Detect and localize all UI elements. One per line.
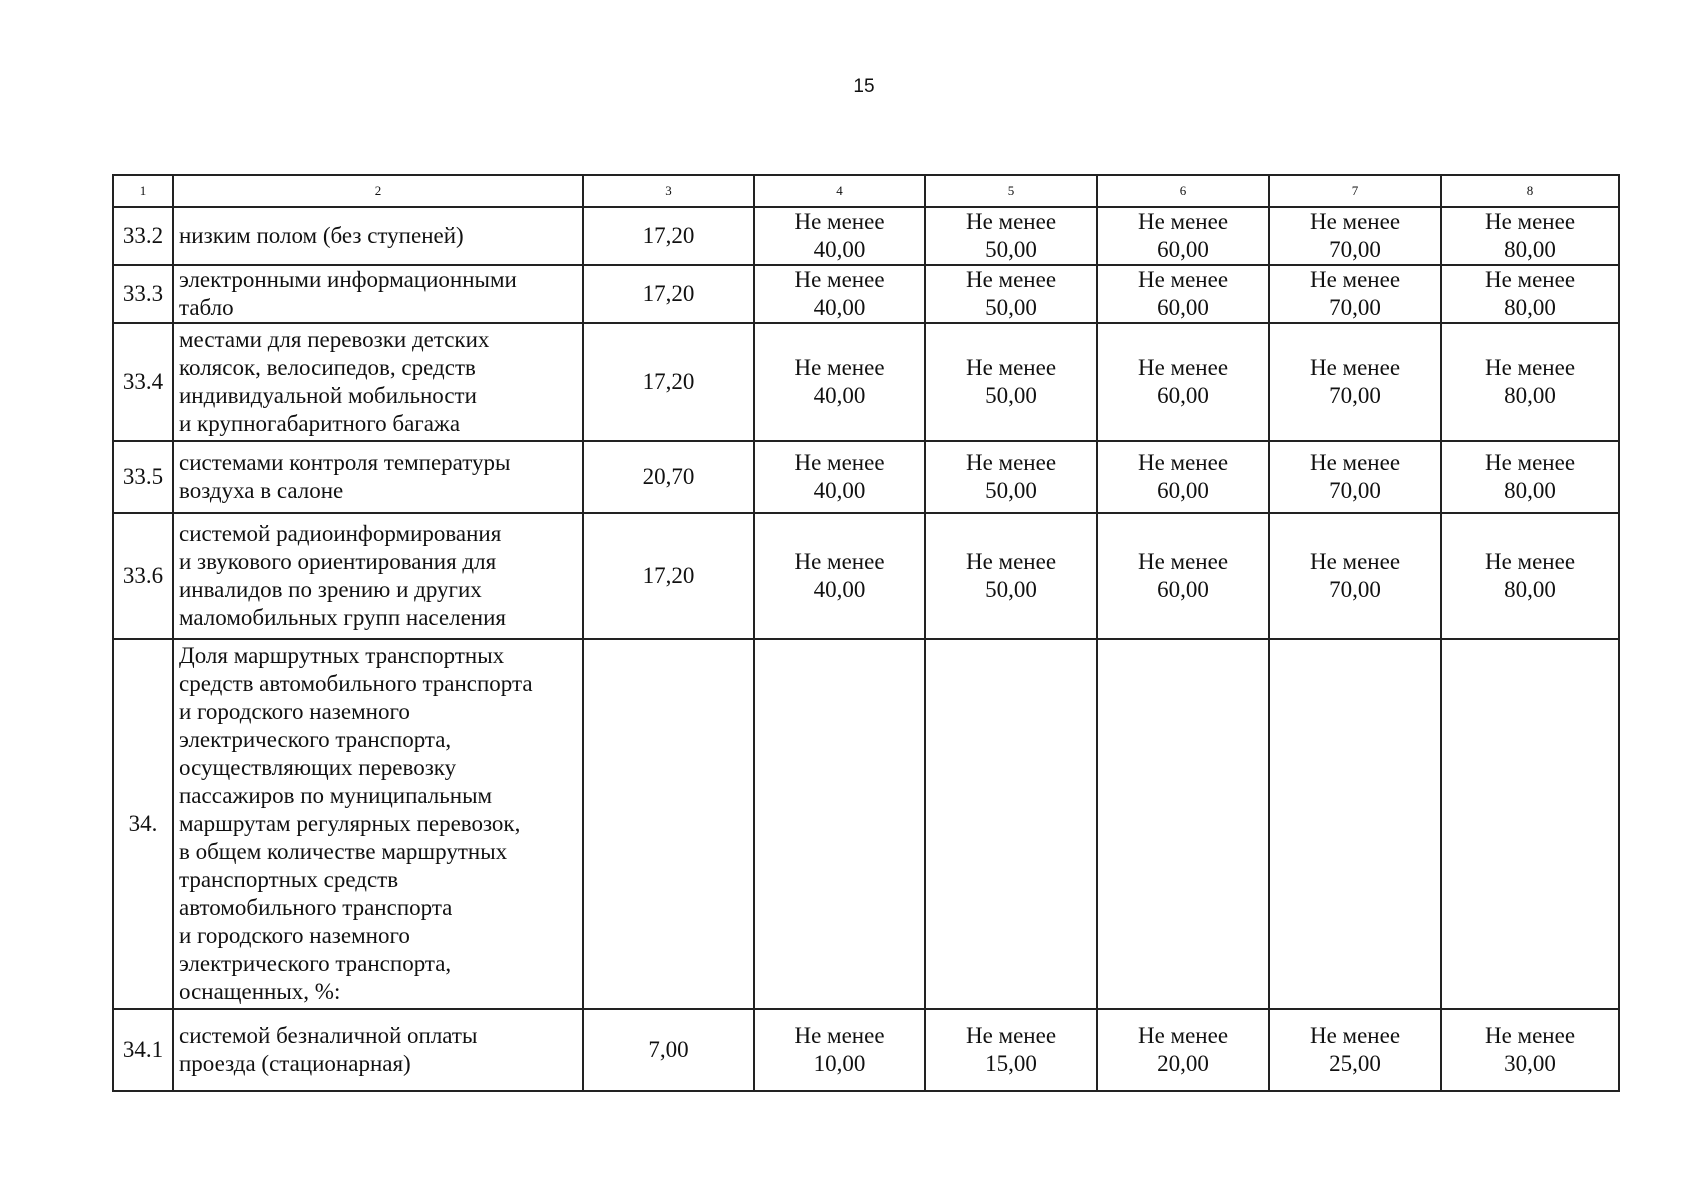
description-line: и городского наземного — [179, 923, 410, 948]
target-value-cell — [754, 265, 925, 323]
target-value-cell — [1441, 441, 1619, 513]
description-line: низким полом (без ступеней) — [179, 223, 464, 248]
description-line: маршрутам регулярных перевозок, — [179, 811, 521, 836]
target-value: 60,00 — [1157, 295, 1209, 320]
description-line: в общем количестве маршрутных — [179, 839, 508, 864]
target-value-cell — [754, 639, 925, 1009]
target-value: 80,00 — [1504, 478, 1556, 503]
base-value: 17,20 — [583, 265, 754, 323]
target-qualifier: Не менее — [1137, 1023, 1229, 1048]
target-qualifier: Не менее — [965, 209, 1057, 234]
target-qualifier: Не менее — [794, 1023, 885, 1048]
target-value-cell — [925, 513, 1097, 639]
target-qualifier: Не менее — [1309, 209, 1401, 234]
target-value-cell — [1269, 513, 1441, 639]
page-number: 15 — [853, 76, 875, 97]
row-number: 34.1 — [113, 1009, 173, 1091]
column-number: 4 — [754, 175, 925, 207]
indicator-description — [173, 441, 583, 513]
base-value: 20,70 — [583, 441, 754, 513]
target-value-cell — [754, 441, 925, 513]
target-value: 15,00 — [985, 1051, 1037, 1076]
target-qualifier: Не менее — [794, 209, 885, 234]
target-value: 70,00 — [1329, 383, 1381, 408]
indicator-description — [173, 323, 583, 441]
target-value: 70,00 — [1329, 478, 1381, 503]
target-value: 80,00 — [1504, 295, 1556, 320]
description-line: транспортных средств — [179, 867, 399, 892]
target-value: 70,00 — [1329, 577, 1381, 602]
description-line: электронными информационными — [179, 267, 517, 292]
target-value: 20,00 — [1157, 1051, 1209, 1076]
target-value-cell — [925, 441, 1097, 513]
target-value: 30,00 — [1504, 1051, 1556, 1076]
description-line: колясок, велосипедов, средств — [179, 355, 476, 380]
table-row — [113, 441, 1619, 513]
target-value: 60,00 — [1157, 383, 1209, 408]
row-number: 33.3 — [113, 265, 173, 323]
description-line: системами контроля температуры — [179, 450, 511, 475]
target-value: 60,00 — [1157, 237, 1209, 262]
base-value: 17,20 — [583, 207, 754, 265]
target-value: 70,00 — [1329, 295, 1381, 320]
target-value: 50,00 — [985, 295, 1037, 320]
target-value-cell — [1441, 513, 1619, 639]
table-row — [113, 639, 1619, 1009]
table-row — [113, 1009, 1619, 1091]
description-line: проезда (стационарная) — [179, 1051, 411, 1076]
target-qualifier: Не менее — [1484, 1023, 1576, 1048]
target-qualifier: Не менее — [1137, 267, 1229, 292]
table-row — [113, 265, 1619, 323]
target-qualifier: Не менее — [1309, 355, 1401, 380]
target-value-cell — [754, 323, 925, 441]
column-number: 2 — [173, 175, 583, 207]
target-qualifier: Не менее — [965, 267, 1057, 292]
row-number: 34. — [113, 639, 173, 1009]
target-qualifier: Не менее — [794, 267, 885, 292]
target-qualifier: Не менее — [1484, 549, 1576, 574]
target-qualifier: Не менее — [1309, 450, 1401, 475]
target-qualifier: Не менее — [965, 450, 1057, 475]
target-value: 40,00 — [813, 237, 866, 262]
description-line: и звукового ориентирования для — [179, 549, 497, 574]
indicator-description — [173, 207, 583, 265]
indicator-description — [173, 265, 583, 323]
base-value: 17,20 — [583, 513, 754, 639]
target-value-cell — [925, 639, 1097, 1009]
row-number: 33.6 — [113, 513, 173, 639]
target-value-cell — [1269, 323, 1441, 441]
description-line: маломобильных групп населения — [179, 605, 506, 630]
description-line: автомобильного транспорта — [179, 895, 453, 920]
target-qualifier: Не менее — [1309, 1023, 1401, 1048]
target-qualifier: Не менее — [1484, 355, 1576, 380]
column-number: 6 — [1097, 175, 1269, 207]
target-value: 40,00 — [813, 577, 866, 602]
target-value: 40,00 — [813, 478, 866, 503]
base-value: 17,20 — [583, 323, 754, 441]
target-value: 50,00 — [985, 478, 1037, 503]
row-number: 33.4 — [113, 323, 173, 441]
target-value-cell — [1441, 1009, 1619, 1091]
target-value: 50,00 — [985, 577, 1037, 602]
target-value-cell — [1269, 639, 1441, 1009]
indicator-description — [173, 513, 583, 639]
target-value-cell — [925, 323, 1097, 441]
table-row — [113, 323, 1619, 441]
target-value: 10,00 — [813, 1051, 866, 1076]
target-value: 70,00 — [1329, 237, 1381, 262]
description-line: пассажиров по муниципальным — [179, 783, 493, 808]
target-qualifier: Не менее — [965, 355, 1057, 380]
target-value-cell — [1269, 265, 1441, 323]
target-qualifier: Не менее — [965, 1023, 1057, 1048]
target-value-cell — [1097, 441, 1269, 513]
target-value: 40,00 — [813, 383, 866, 408]
row-number: 33.2 — [113, 207, 173, 265]
description-line: инвалидов по зрению и других — [179, 577, 482, 602]
indicator-description — [173, 1009, 583, 1091]
base-value: 7,00 — [583, 1009, 754, 1091]
target-value: 40,00 — [813, 295, 866, 320]
description-line: и крупногабаритного багажа — [179, 411, 461, 436]
description-line: электрического транспорта, — [179, 727, 452, 752]
column-number: 7 — [1269, 175, 1441, 207]
target-value-cell — [754, 1009, 925, 1091]
description-line: индивидуальной мобильности — [179, 383, 477, 408]
target-qualifier: Не менее — [1484, 450, 1576, 475]
description-line: системой безналичной оплаты — [179, 1023, 478, 1048]
column-number-row — [113, 175, 1619, 207]
column-number: 1 — [113, 175, 173, 207]
description-line: и городского наземного — [179, 699, 410, 724]
target-qualifier: Не менее — [794, 450, 885, 475]
target-qualifier: Не менее — [1484, 267, 1576, 292]
description-line: табло — [179, 295, 234, 320]
target-value-cell — [1097, 639, 1269, 1009]
column-number: 8 — [1441, 175, 1619, 207]
target-qualifier: Не менее — [1137, 355, 1229, 380]
description-line: оснащенных, %: — [179, 979, 341, 1004]
target-value: 60,00 — [1157, 577, 1209, 602]
target-value: 50,00 — [985, 237, 1037, 262]
target-value-cell — [925, 207, 1097, 265]
description-line: осуществляющих перевозку — [179, 755, 457, 780]
indicator-table — [112, 174, 1620, 1092]
target-value-cell — [754, 207, 925, 265]
target-value-cell — [1269, 441, 1441, 513]
target-value: 25,00 — [1329, 1051, 1381, 1076]
target-qualifier: Не менее — [1137, 209, 1229, 234]
target-value: 50,00 — [985, 383, 1037, 408]
target-value-cell — [1097, 265, 1269, 323]
target-value-cell — [1269, 207, 1441, 265]
target-value-cell — [1269, 1009, 1441, 1091]
target-value-cell — [1441, 323, 1619, 441]
target-value-cell — [1441, 207, 1619, 265]
description-line: воздуха в салоне — [179, 478, 344, 503]
target-value-cell — [925, 265, 1097, 323]
column-number: 5 — [925, 175, 1097, 207]
target-value-cell — [1097, 1009, 1269, 1091]
column-number: 3 — [583, 175, 754, 207]
description-line: местами для перевозки детских — [179, 327, 490, 352]
description-line: Доля маршрутных транспортных — [179, 643, 505, 668]
target-qualifier: Не менее — [1309, 267, 1401, 292]
table-body — [113, 175, 1619, 1091]
target-qualifier: Не менее — [965, 549, 1057, 574]
target-qualifier: Не менее — [1309, 549, 1401, 574]
description-line: системой радиоинформирования — [179, 521, 502, 546]
target-value-cell — [1097, 323, 1269, 441]
target-qualifier: Не менее — [1137, 549, 1229, 574]
target-value-cell — [754, 513, 925, 639]
target-value-cell — [925, 1009, 1097, 1091]
target-value-cell — [1441, 639, 1619, 1009]
target-qualifier: Не менее — [1137, 450, 1229, 475]
row-number: 33.5 — [113, 441, 173, 513]
target-value: 80,00 — [1504, 383, 1556, 408]
target-qualifier: Не менее — [794, 355, 885, 380]
target-value-cell — [1097, 207, 1269, 265]
description-line: электрического транспорта, — [179, 951, 452, 976]
table-row — [113, 513, 1619, 639]
target-value-cell — [1097, 513, 1269, 639]
description-line: средств автомобильного транспорта — [179, 671, 533, 696]
table-row — [113, 207, 1619, 265]
indicator-description — [173, 639, 583, 1009]
target-value: 60,00 — [1157, 478, 1209, 503]
target-value: 80,00 — [1504, 577, 1556, 602]
target-qualifier: Не менее — [1484, 209, 1576, 234]
target-value-cell — [1441, 265, 1619, 323]
base-value — [583, 639, 754, 1009]
target-value: 80,00 — [1504, 237, 1556, 262]
target-qualifier: Не менее — [794, 549, 885, 574]
